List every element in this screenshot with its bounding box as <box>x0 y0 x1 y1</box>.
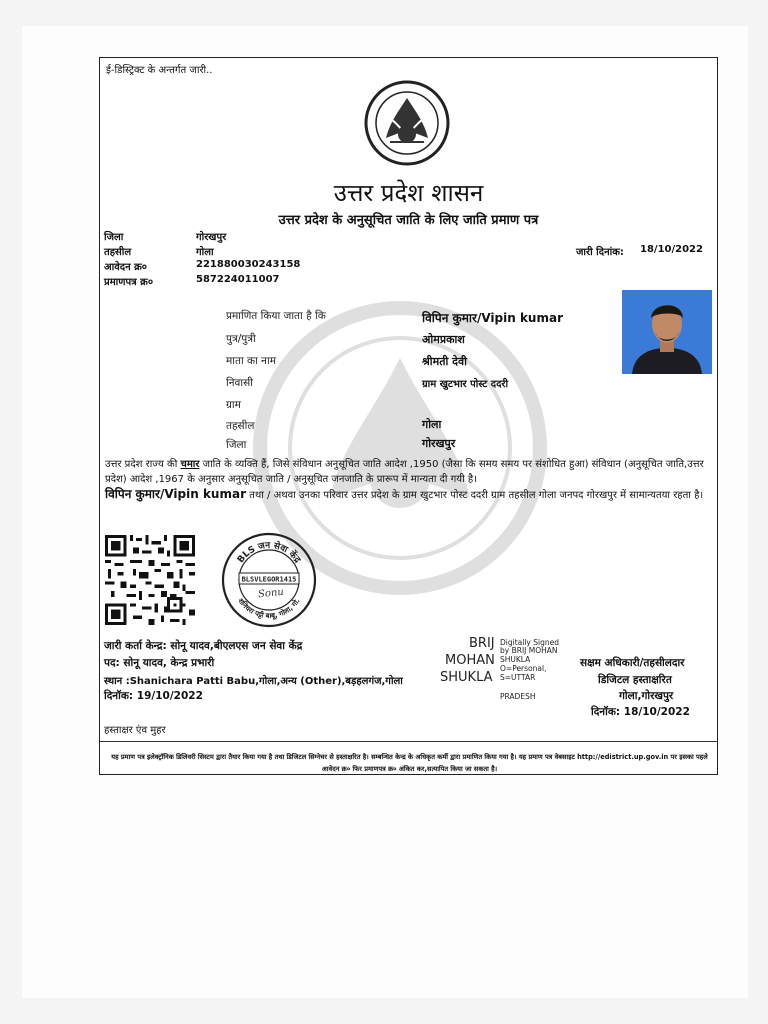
digital-sign-info: PRADESH <box>500 692 536 701</box>
mother-name: श्रीमती देवी <box>422 355 467 368</box>
detail-label: निवासी <box>226 377 253 389</box>
district-label: जिला <box>104 232 124 243</box>
signature-seal-label: हस्ताक्षर एंव मुहर <box>104 725 166 736</box>
certificate-label: प्रमाणपत्र क्र० <box>104 277 154 288</box>
top-note: ई-डिस्ट्रिक्ट के अन्तर्गत जारी.. <box>106 65 213 76</box>
footer-divider <box>100 741 717 742</box>
residence-value: ग्राम खुटभार पोस्ट ददरी <box>422 379 509 390</box>
applicant-name: विपिन कुमार/Vipin kumar <box>422 311 563 325</box>
tehsil-value: गोला <box>196 247 214 258</box>
digital-sign-info: S=UTTAR <box>500 673 536 682</box>
paragraph-text: जाति के व्यक्ति हैं, जिसे संविधान अनुसूचित जाति आदेश ,1950 (जैसा कि समय समय पर संशोधित हुआ) संविधान (अनुसूचित जाति,उत्तर प्रदेश) आदेश ,1967 के अनुसार अनुसूचित जाति / अनुसूचित जनजाति के प्रारूप में मान्यता दी गयी है। <box>105 459 704 485</box>
father-name: ओमप्रकाश <box>422 333 465 346</box>
signer-name-line1: BRIJ <box>469 636 495 651</box>
issue-date: 18/10/2022 <box>640 244 703 255</box>
bls-stamp <box>219 530 319 630</box>
certificate-paragraph <box>105 457 713 503</box>
svg-text:शनिचरा पट्टी बाबू, गोला, गो. <box>236 597 301 621</box>
authority-date: दिनॉक: 18/10/2022 <box>591 706 690 718</box>
issuing-center: जारी कर्ता केन्द्र: सोनू यादव,बीएलएस जन सेवा केंद्र <box>104 640 303 652</box>
up-government-emblem <box>362 80 452 166</box>
authority-title: सक्षम अधिकारी/तहसीलदार <box>580 657 685 669</box>
paragraph-text: उत्तर प्रदेश राज्य की <box>105 459 181 470</box>
qr-code[interactable] <box>103 535 197 625</box>
stamp-signature: Sonu <box>257 586 285 601</box>
digital-sign-info: O=Personal, <box>500 664 547 673</box>
detail-label: तहसील <box>226 420 255 432</box>
applicant-photo <box>622 290 712 374</box>
svg-text:BLS जन सेवा केंद्र <box>236 539 303 566</box>
footer-note: यह प्रमाण पत्र इलेक्ट्रॉनिक डिलिवरी सिस्टम द्वारा तैयार किया गया है तथा डिजिटल सिग्नेचर से हस्ताक्षरित है। सम्बन्धित केन्द्र के अधिकृत कर्मी द्वारा प्रमाणित किया गया है। यह प्रमाण पत्र वेबसाइट http://edistrict.up.gov.in पर इसका पहले आवेदन क्र० फिर प्रमाणपत्र क्र० अंकित कर,सत्यापित किया जा सकता है। <box>111 753 708 773</box>
district-value: गोरखपुर <box>196 232 227 243</box>
tehsil-detail-value: गोला <box>422 418 442 431</box>
caste-name: चमार <box>180 459 200 470</box>
authority-digital: डिजिटल हस्ताक्षरित <box>598 674 672 686</box>
signer-name-line3: SHUKLA <box>440 670 493 685</box>
detail-label: प्रमाणित किया जाता है कि <box>226 310 326 322</box>
detail-label: जिला <box>226 439 247 451</box>
signer-name-line2: MOHAN <box>445 653 495 668</box>
stamp-bottom-text: शनिचरा पट्टी बाबू, गोला, गो. <box>236 596 302 621</box>
application-number: 221880030243158 <box>196 259 301 270</box>
certificate-number: 587224011007 <box>196 274 280 285</box>
issue-date-label: जारी दिनांक: <box>576 247 624 258</box>
page-title: उत्तर प्रदेश शासन <box>333 179 484 207</box>
digital-sign-info: Digitally Signed <box>500 638 559 647</box>
certificate <box>99 57 718 775</box>
stamp-id: BLSVLEGOR1415 <box>241 575 297 584</box>
digital-sign-info: by BRIJ MOHAN <box>500 646 558 655</box>
issuer-date: दिनॉक: 19/10/2022 <box>104 690 203 702</box>
tehsil-label: तहसील <box>104 247 132 258</box>
certificate-subtitle: उत्तर प्रदेश के अनुसूचित जाति के लिए जाति प्रमाण पत्र <box>278 213 539 228</box>
issuer-post: पद: सोनू यादव, केन्द्र प्रभारी <box>104 657 215 669</box>
detail-label: ग्राम <box>226 399 241 411</box>
detail-label: माता का नाम <box>226 355 276 367</box>
issue-place: स्थान :Shanichara Patti Babu,गोला,अन्य (Other),बड़हलगंज,गोला <box>104 676 403 687</box>
authority-location: गोला,गोरखपुर <box>619 690 674 702</box>
applicant-name-paragraph: विपिन कुमार/Vipin kumar <box>105 487 246 501</box>
detail-label: पुत्र/पुत्री <box>226 333 256 345</box>
digital-sign-info: SHUKLA <box>500 655 531 664</box>
paragraph-text: तथा / अथवा उनका परिवार उत्तर प्रदेश के ग्राम खुटभार पोस्ट ददरी ग्राम तहसील गोला जनपद गोरखपुर में सामान्यतया रहता है। <box>246 490 704 501</box>
district-detail-value: गोरखपुर <box>422 437 456 450</box>
stamp-top-text: BLS जन सेवा केंद्र <box>235 540 303 566</box>
application-label: आवेदन क्र० <box>104 262 148 273</box>
